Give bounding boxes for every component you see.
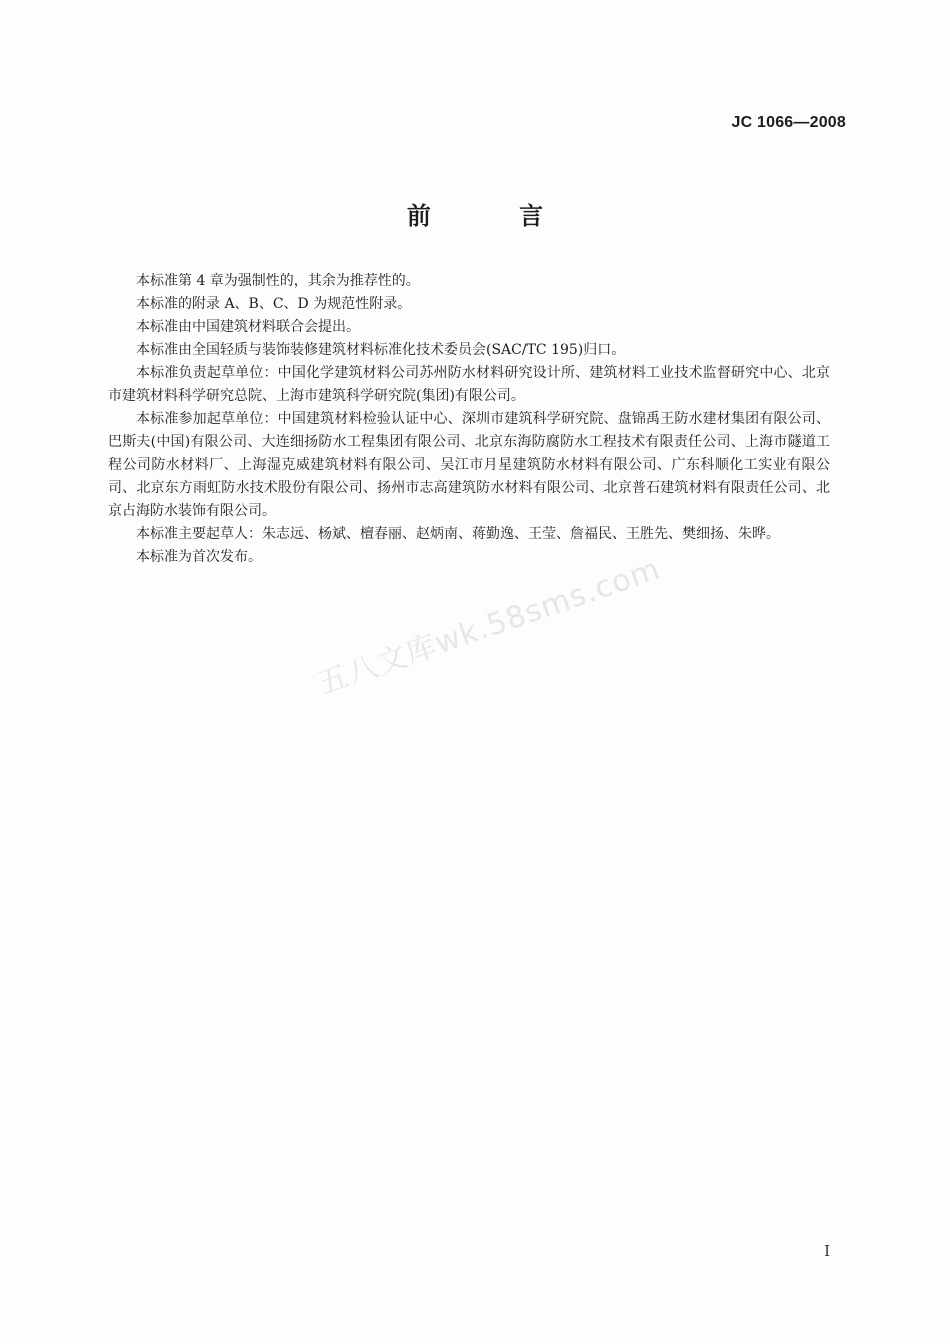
paragraph-proposer: 本标准由中国建筑材料联合会提出。 — [136, 319, 360, 335]
paragraph-main-drafters: 本标准主要起草人：朱志远、杨斌、檀春丽、赵炳南、蒋勤逸、王莹、詹福民、王胜先、樊细扬、朱晔。 — [136, 526, 780, 542]
paragraph-participating-drafters: 本标准参加起草单位：中国建筑材料检验认证中心、深圳市建筑科学研究院、盘锦禹王防水建材集团有限公司、巴斯夫(中国)有限公司、大连细扬防水工程集团有限公司、北京东海防腐防水工程技术有限责任公司、上海市隧道工程公司防水材料厂、上海湿克威建筑材料有限公司、吴江市月星建筑防水材料有限公司、广东科顺化工实业有限公司、北京东方雨虹防水技术股份有限公司、扬州市志高建筑防水材料有限公司、北京普石建筑材料有限责任公司、北京占海防水装饰有限公司。 — [108, 411, 830, 519]
paragraph-mandatory-chapter: 本标准第 4 章为强制性的，其余为推荐性的。 — [136, 273, 420, 289]
paragraph-committee: 本标准由全国轻质与装饰装修建筑材料标准化技术委员会(SAC/TC 195)归口。 — [136, 342, 626, 358]
watermark-text: 五八文库wk.58sms.com — [313, 551, 665, 702]
foreword-body — [108, 270, 830, 569]
standard-code: JC 1066—2008 — [731, 114, 846, 131]
paragraph-lead-drafters: 本标准负责起草单位：中国化学建筑材料公司苏州防水材料研究设计所、建筑材料工业技术监督研究中心、北京市建筑材料科学研究总院、上海市建筑科学研究院(集团)有限公司。 — [108, 365, 830, 404]
page-title: 前 言 — [406, 202, 584, 230]
paragraph-appendices: 本标准的附录 A、B、C、D 为规范性附录。 — [136, 296, 412, 312]
page-number: I — [824, 1242, 830, 1260]
paragraph-first-release: 本标准为首次发布。 — [136, 549, 262, 565]
